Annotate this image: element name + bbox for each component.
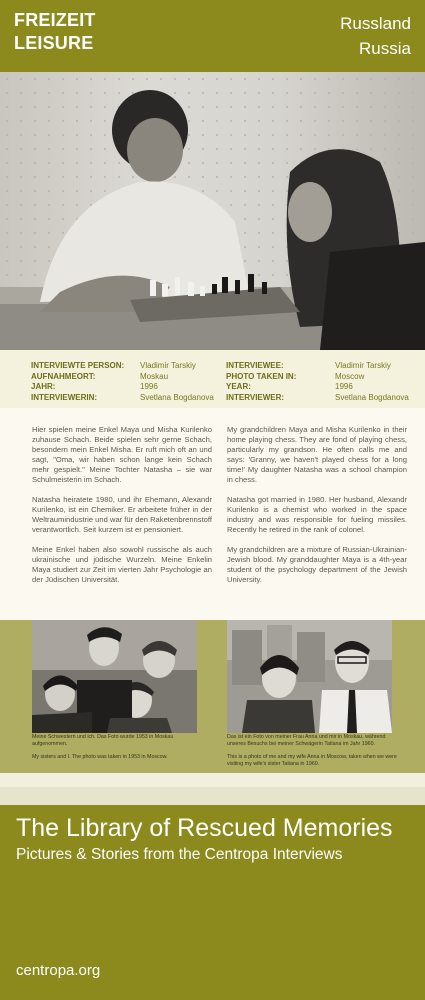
meta-de-labels [31, 361, 124, 403]
meta-de-value-interviewer: Svetlana Bogdanova [140, 392, 214, 402]
meta-de-value-interviewee: Vladimir Tarskiy [140, 361, 196, 370]
caption-couple-english: This is a photo of me and my wife Anna in Moscow, taken when we were visiting my wife's sister Tatiana in 1960. [227, 754, 397, 767]
sisters-photo-illustration [32, 620, 197, 733]
meta-de-values [140, 361, 214, 403]
meta-de-label-interviewer: INTERVIEWERIN: [31, 392, 98, 402]
story-de-paragraph-3: Meine Enkel haben also sowohl russische als auch ukrainische und jüdische Wurzeln. Meine Enkelin Maya studiert zur Zeit im vierten Jahr Psychologie an der Jüdischen Universität. [32, 545, 212, 584]
photo-couple [227, 620, 392, 733]
meta-en-label-year: YEAR: [226, 382, 251, 391]
meta-de-label-location: AUFNAHMEORT: [31, 371, 96, 381]
caption-couple [227, 734, 397, 774]
country-english: Russia [359, 39, 411, 58]
story-de-paragraph-2: Natasha heiratete 1980, und ihr Ehemann, Alexandr Kurilenko, ist ein Chemiker. Er arbeitete früher in der Weltraumindustrie und war für den Raketenbrennstoff verantwortlich. Seit kurzem ist er pensioniert. [32, 495, 212, 534]
footer-band [0, 805, 425, 1000]
country-german: Russland [340, 14, 411, 33]
meta-en-value-interviewee: Vladimir Tarskiy [335, 361, 391, 370]
meta-en-value-year: 1996 [335, 382, 353, 391]
meta-de-label-interviewee: INTERVIEWTE PERSON: [31, 361, 125, 370]
header-band [0, 0, 425, 72]
meta-en-value-interviewer: Svetlana Bogdanova [335, 392, 409, 402]
footer-title: The Library of Rescued Memories [16, 814, 393, 842]
separator-band-2 [0, 787, 425, 805]
meta-de-value-location: Moskau [140, 371, 169, 381]
story-german [32, 425, 212, 595]
meta-en-value-location: Moscow [335, 371, 365, 381]
footer-url[interactable]: centropa.org [16, 962, 101, 979]
caption-couple-german: Das ist ein Foto von meiner Frau Anna und mir in Moskau, während unseres Besuchs bei meiner Schwägerin Tatiana im Jahr 1960. [227, 734, 386, 747]
meta-de-label-year: JAHR: [31, 382, 56, 391]
story-en-paragraph-1: My grandchildren Maya and Misha Kurilenko in their home playing chess. They are fond of playing chess, particularly my grandson. He often calls me and says: 'Granny, we haven't played chess for a long time!' My daughter Natasha was a school champion in chess. [227, 425, 407, 484]
couple-photo-illustration [227, 620, 392, 733]
main-photo-chess [0, 72, 425, 350]
caption-sisters-german: Meine Schwestern und ich. Das Foto wurde 1953 in Moskau aufgenommen. [32, 734, 174, 747]
caption-sisters-english: My sisters and I. The photo was taken in 1953 in Moscow. [32, 754, 168, 760]
story-en-paragraph-2: Natasha got married in 1980. Her husband, Alexandr Kurilenko is a chemist who worked in the space industry and was responsible for fueling missiles. Recently he retired in the rank of colonel. [227, 495, 407, 534]
photo-sisters [32, 620, 197, 733]
meta-en-label-location: PHOTO TAKEN IN: [226, 371, 297, 381]
meta-de-value-year: 1996 [140, 382, 158, 391]
section-title [14, 9, 96, 55]
meta-en-label-interviewer: INTERVIEWER: [226, 392, 285, 402]
secondary-photos [0, 620, 425, 773]
story-de-paragraph-1: Hier spielen meine Enkel Maya und Misha Kurilenko zuhause Schach. Beide spielen sehr gerne Schach, besondern mein Enkel Misha. Er ruft mich oft an und sagt, "Oma, wir haben schon lange kein Schach mehr gespielt." Meine Tochter Natasha – sie war Schulmeisterin im Schach. [32, 425, 212, 484]
caption-sisters [32, 734, 202, 767]
meta-en-values [335, 361, 409, 403]
story-en-paragraph-3: My grandchildren are a mixture of Russian-Ukrainian-Jewish blood. My granddaughter Maya is a 4th-year student of the psychology department of the Jewish University. [227, 545, 407, 584]
meta-en-label-interviewee: INTERVIEWEE: [226, 361, 284, 370]
story-text [0, 408, 425, 620]
chess-photo-illustration [0, 72, 425, 350]
separator-band [0, 773, 425, 787]
meta-en-labels [226, 361, 296, 403]
story-english [227, 425, 407, 595]
title-english: LEISURE [14, 33, 94, 53]
country-label [340, 11, 411, 61]
interview-metadata [0, 350, 425, 408]
title-german: FREIZEIT [14, 10, 96, 30]
footer-subtitle: Pictures & Stories from the Centropa Interviews [16, 846, 343, 863]
